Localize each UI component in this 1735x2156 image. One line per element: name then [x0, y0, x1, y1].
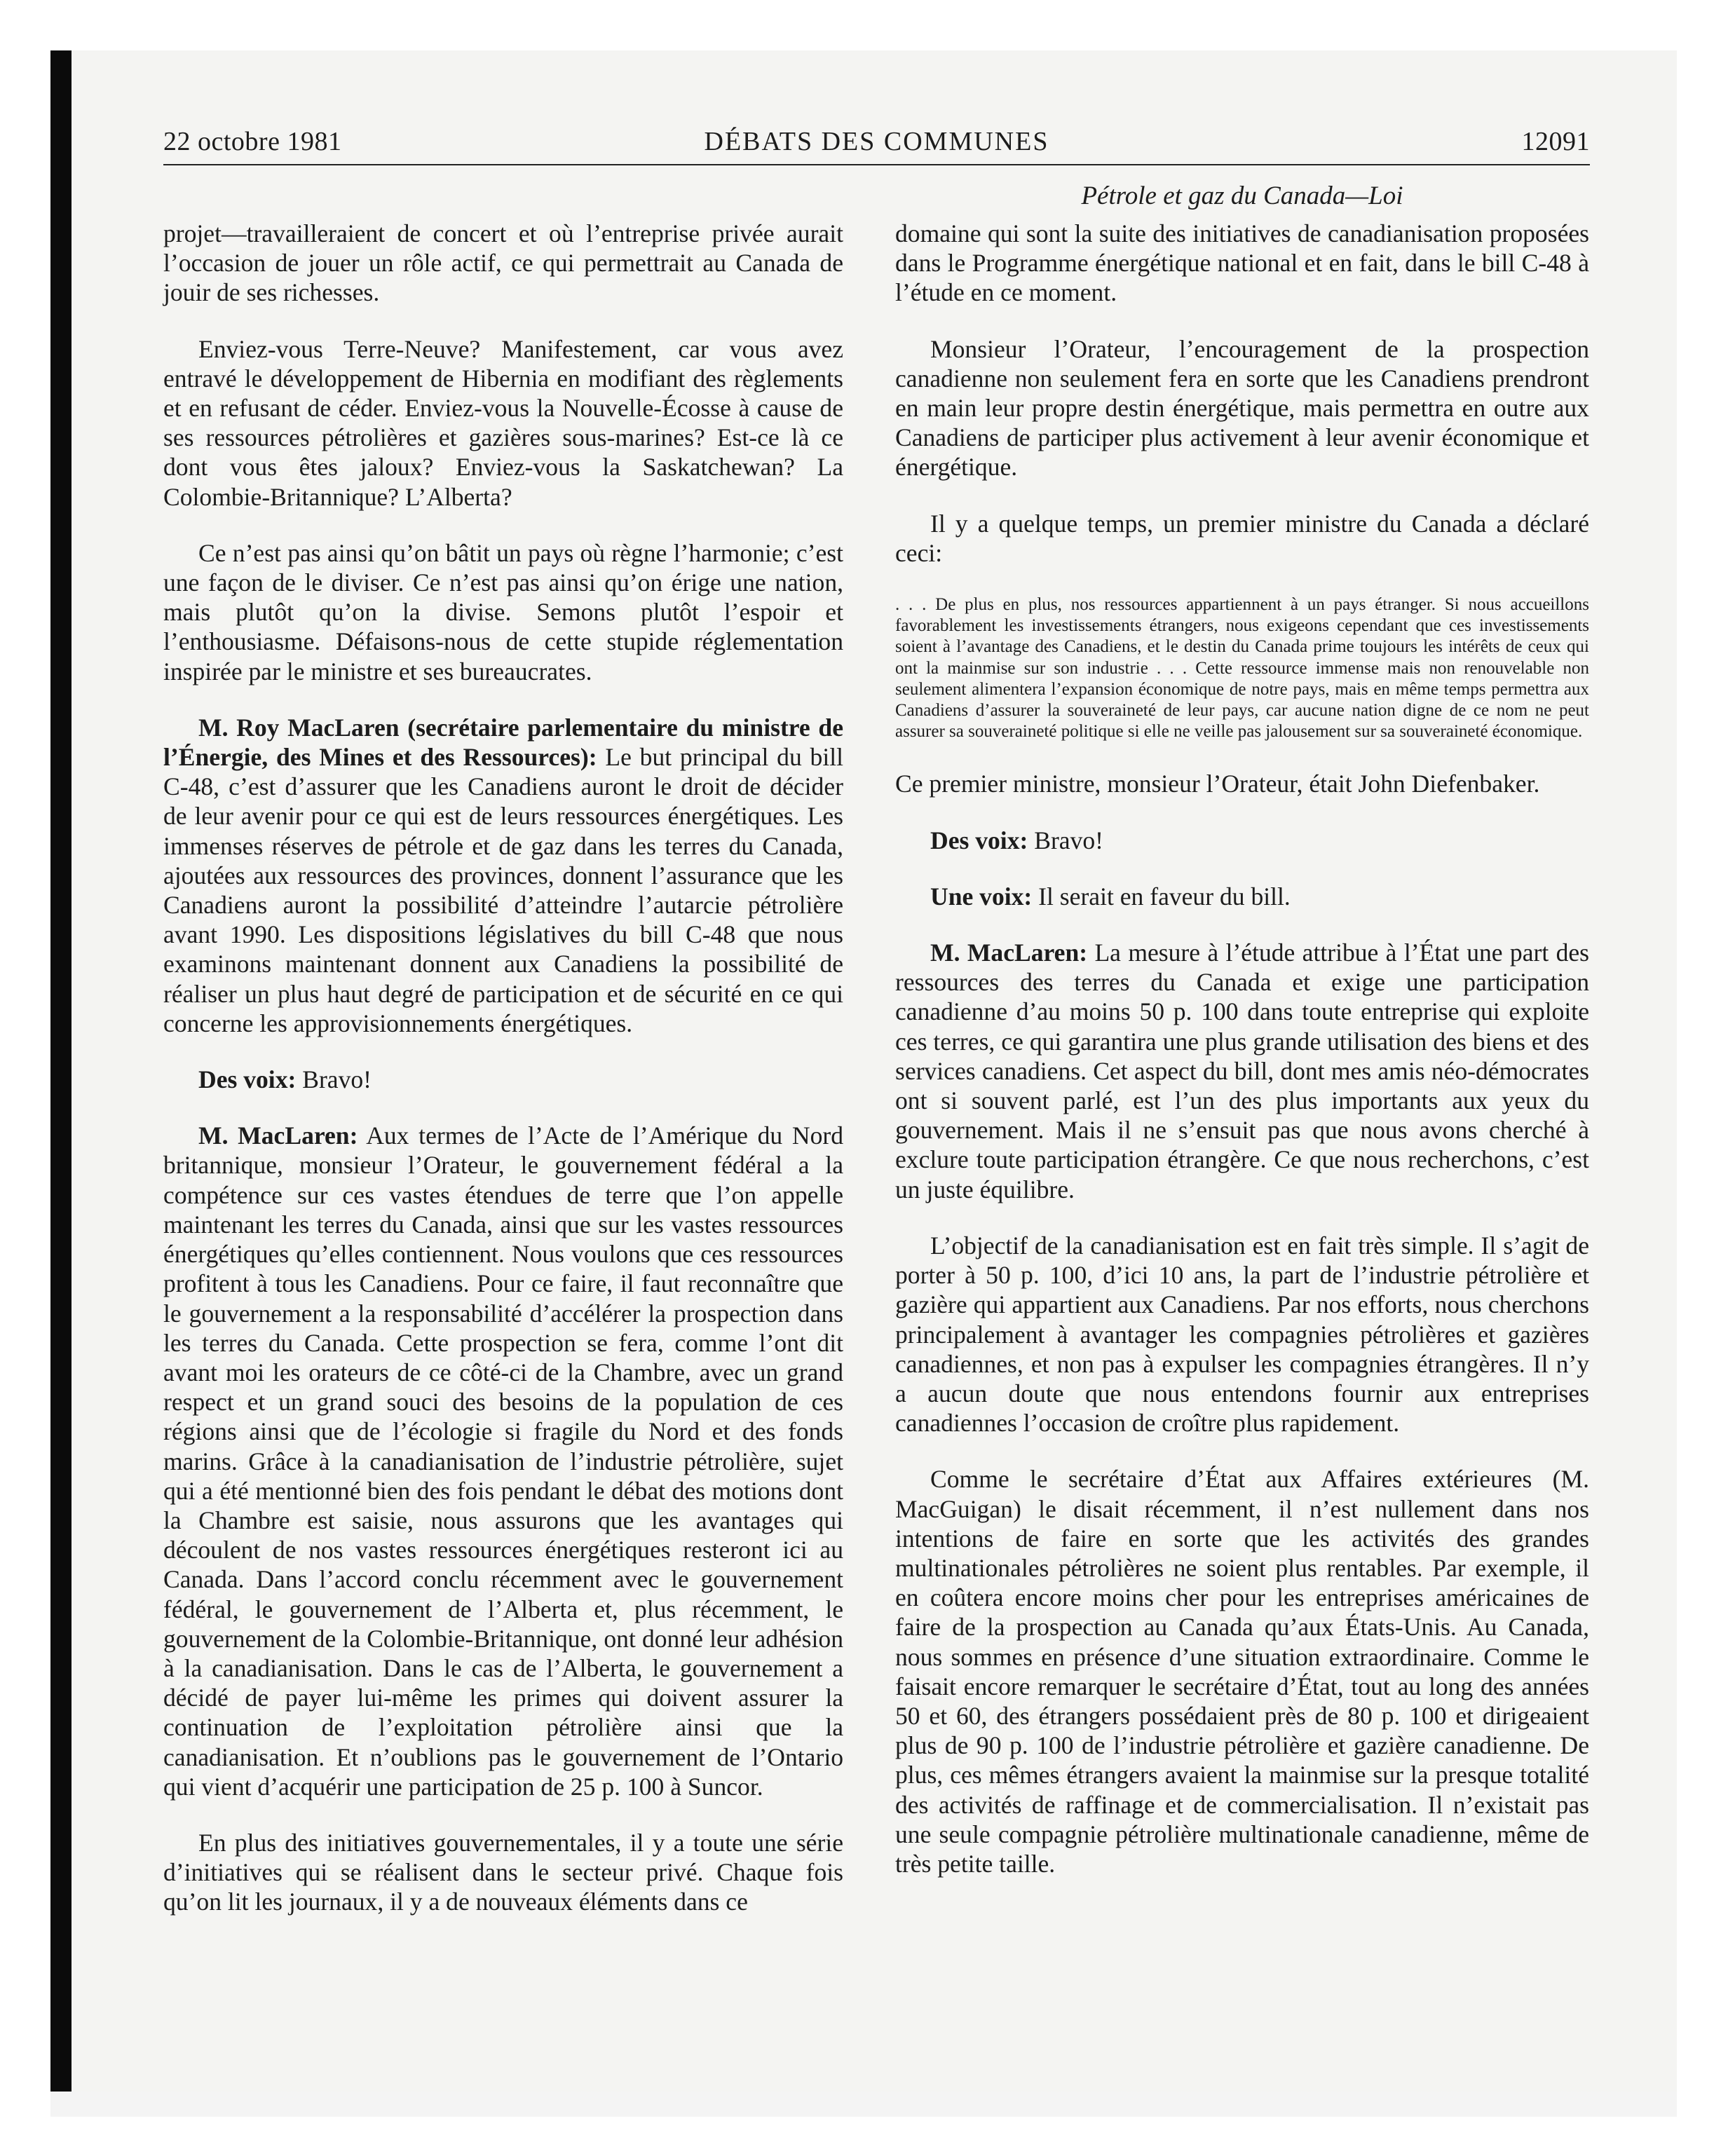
speaker-name: M. Roy MacLaren (secrétaire parlementaire du ministre de l’Énergie, des Mines et des Ressources):	[163, 713, 843, 772]
speech-paragraph	[895, 938, 1589, 1204]
speech-text: Le but principal du bill C-48, c’est d’assurer que les Canadiens auront le droit de décider de leur avenir pour ce qui est de leurs ressources énergétiques. Les immenses réserves de pétrole et de gaz dans les terres du Canada, ajoutées aux ressources des provinces, donnent l’assurance que les Canadiens auront la possibilité d’atteindre l’autarcie pétrolière avant 1990. Les dispositions législatives du bill C-48 que nous examinons maintenant donnent aux Canadiens la possibilité de réaliser un plus haut degré de participation et de sécurité en ce qui concerne les approvisionnements énergétiques.	[163, 743, 843, 1037]
speech-text: Aux termes de l’Acte de l’Amérique du Nord britannique, monsieur l’Orateur, le gouvernement fédéral a la compétence sur ces vastes étendues de terre que l’on appelle maintenant les terres du Canada, ainsi que sur les vastes ressources énergétiques qu’elles contiennent. Nous voulons que ces ressources profitent à tous les Canadiens. Pour ce faire, il faut reconnaître que le gouvernement a la responsabilité d’accélérer la prospection dans les terres du Canada. Cette prospection se fera, comme l’ont dit avant moi les orateurs de ce côté-ci de la Chambre, avec un grand respect et un grand souci des besoins de la population de ces régions ainsi que de l’écologie si fragile du Nord et des fonds marins. Grâce à la canadianisation de l’industrie pétrolière, sujet qui a été mentionné bien des fois pendant le débat des motions dont la Chambre est saisie, nous assurons que les avantages qui découlent de nos vastes ressources énergétiques resteront ici au Canada. Dans l’accord conclu récemment avec le gouvernement fédéral, le gouvernement de l’Alberta et, plus récemment, le gouvernement de la Colombie-Britannique, ont donné leur adhésion à la canadianisation. Dans le cas de l’Alberta, le gouvernement a décidé de payer lui-même les primes qui doivent assurer la continuation de l’exploitation pétrolière ainsi que la canadianisation. Et n’oublions pas le gouvernement de l’Ontario qui vient d’acquérir une participation de 25 p. 100 à Suncor.	[163, 1121, 844, 1801]
speech-text: Bravo!	[1028, 826, 1104, 854]
speaker-name: M. MacLaren:	[930, 939, 1088, 967]
paragraph: projet—travailleraient de concert et où l’entreprise privée aurait l’occasion de jouer un rôle actif, ce qui permettrait au Canada de jouir de ses richesses.	[163, 219, 843, 307]
speaker-name: M. MacLaren:	[198, 1121, 358, 1150]
left-column	[163, 219, 843, 1944]
paragraph: domaine qui sont la suite des initiatives de canadianisation proposées dans le Programme énergétique national et en fait, dans le bill C-48 à l’étude en ce moment.	[895, 219, 1589, 307]
paragraph: L’objectif de la canadianisation est en fait très simple. Il s’agit de porter à 50 p. 100, d’ici 10 ans, la part de l’industrie pétrolière et gazière qui appartient aux Canadiens. Par nos efforts, nous cherchons principalement à avantager les compagnies pétrolières et gazières canadiennes, et non pas à expulser les compagnies étrangères. Il n’y a aucun doute que nous entendons fournir aux entreprises canadiennes l’occasion de croître plus rapidement.	[895, 1231, 1589, 1438]
scan-border	[50, 50, 72, 2092]
right-column	[895, 219, 1589, 1905]
paragraph: Ce premier ministre, monsieur l’Orateur, était John Diefenbaker.	[895, 770, 1540, 798]
header-journal-title: DÉBATS DES COMMUNES	[704, 127, 1049, 156]
paragraph: Il y a quelque temps, un premier ministre du Canada a déclaré ceci:	[895, 509, 1589, 567]
header-date: 22 octobre 1981	[163, 127, 342, 156]
speech-text: Bravo!	[296, 1065, 372, 1094]
speech-paragraph	[895, 826, 1589, 855]
header-rule	[163, 164, 1590, 165]
paragraph: Enviez-vous Terre-Neuve? Manifestement, car vous avez entravé le développement de Hibernia en modifiant des règlements et en refusant de céder. Enviez-vous la Nouvelle-Écosse à cause de ses ressources pétrolières et gazières sous-marines? Est-ce là ce dont vous êtes jaloux? Enviez-vous la Saskatchewan? La Colombie-Britannique? L’Alberta?	[163, 334, 843, 511]
speech-paragraph	[163, 713, 843, 1038]
speaker-name: Des voix:	[198, 1065, 297, 1094]
paragraph: Ce n’est pas ainsi qu’on bâtit un pays où règne l’harmonie; c’est une façon de le diviser. Ce n’est pas ainsi qu’on érige une nation, mais plutôt qu’on la divise. Semons plutôt l’espoir et l’enthousiasme. Défaisons-nous de cette stupide réglementation inspirée par le ministre et ses bureaucrates.	[163, 538, 843, 685]
speech-paragraph	[163, 1065, 843, 1094]
page-header	[163, 126, 1590, 165]
speaker-name: Des voix:	[930, 826, 1028, 854]
speaker-name: Une voix:	[930, 882, 1033, 910]
speech-paragraph	[163, 1121, 843, 1801]
speech-paragraph	[895, 882, 1589, 911]
scan-margin	[50, 2092, 1677, 2117]
paragraph: En plus des initiatives gouvernementales, il y a toute une série d’initiatives qui se réalisent dans le secteur privé. Chaque fois qu’on lit les journaux, il y a de nouveaux éléments dans ce	[163, 1828, 843, 1916]
header-page-number: 12091	[1521, 127, 1590, 156]
paragraph: Comme le secrétaire d’État aux Affaires extérieures (M. MacGuigan) le disait récemment, il n’est nullement dans nos intentions de faire en sorte que les activités des grandes multinationales pétrolières ne soient plus rentables. Par exemple, il en coûtera encore moins cher pour les entreprises américaines de faire de la prospection au Canada qu’aux États-Unis. Au Canada, nous sommes en présence d’une situation extraordinaire. Comme le faisait encore remarquer le secrétaire d’État, tout au long des années 50 et 60, des étrangers possédaient près de 80 p. 100 et dirigeaient plus de 90 p. 100 de l’industrie pétrolière et gazière canadienne. De plus, ces mêmes étrangers avaient la mainmise sur la presque totalité des activités de raffinage et de commercialisation. Il n’existait pas une seule compagnie pétrolière multinationale canadienne, même de très petite taille.	[895, 1465, 1589, 1878]
block-quote: . . . De plus en plus, nos ressources appartiennent à un pays étranger. Si nous accueillons favorablement les investissements étrangers, nous exigeons cependant que ces investissements soient à l’avantage des Canadiens, et le destin du Canada prime toujours les intérêts de ceux qui ont la mainmise sur son industrie . . . Cette ressource immense mais non renouvelable non seulement alimentera l’expansion économique de notre pays, mais en même temps permettra aux Canadiens d’assurer la souveraineté de leur pays, car aucune nation digne de ce nom ne peut assurer sa souveraineté politique si elle ne veille pas jalousement sur sa souveraineté économique.	[895, 595, 1589, 742]
paragraph: Monsieur l’Orateur, l’encouragement de la prospection canadienne non seulement fera en sorte que les Canadiens prendront en main leur propre destin énergétique, mais permettra en outre aux Canadiens de participer plus activement à leur avenir économique et énergétique.	[895, 334, 1589, 482]
speech-text: La mesure à l’étude attribue à l’État une part des ressources des terres du Canada et exige une participation canadienne d’au moins 50 p. 100 dans toute entreprise qui exploite ces terres, ce qui garantira une plus grande utilisation des biens et des services canadiens. Cet aspect du bill, dont mes amis néo-démocrates ont si souvent parlé, est l’un des plus importants aux yeux du gouvernement. Mais il ne s’ensuit pas que nous avons cherché à exclure toute participation étrangère. Ce que nous recherchons, c’est un juste équilibre.	[895, 939, 1590, 1203]
running-title: Pétrole et gaz du Canada—Loi	[1081, 182, 1403, 210]
speech-text: Il serait en faveur du bill.	[1032, 882, 1291, 910]
